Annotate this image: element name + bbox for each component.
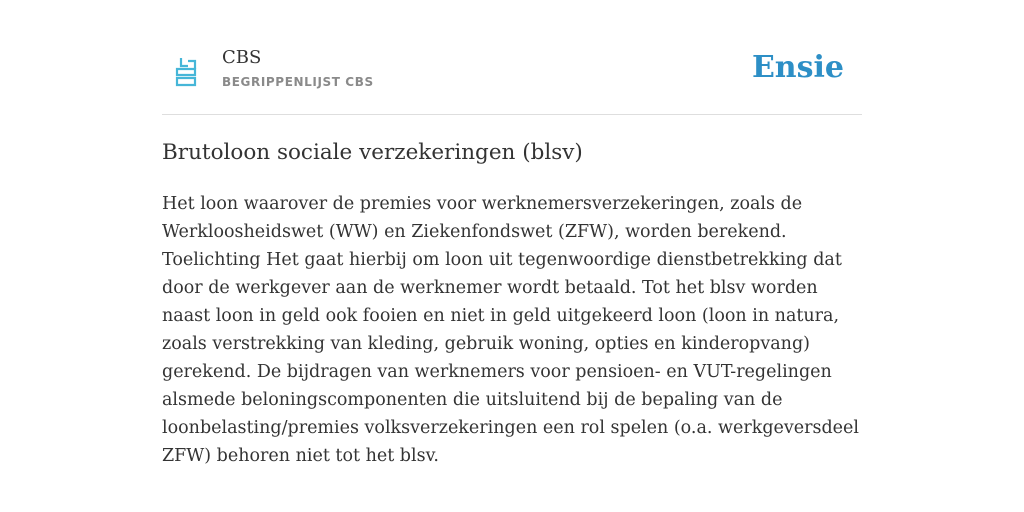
ensie-logo[interactable]: Ensie: [751, 50, 844, 85]
source-subtitle[interactable]: BEGRIPPENLIJST CBS: [222, 75, 374, 89]
source-name[interactable]: CBS: [222, 47, 262, 68]
card-header: [162, 40, 862, 115]
term-definition: Het loon waarover de premies voor werknemersverzekeringen, zoals de Werkloosheidswet (WW) en Ziekenfondswet (ZFW), worden berekend. Toelichting Het gaat hierbij om loon uit tegenwoordige dienstbetrekking dat door de werkgever aan de werknemer wordt betaald. Tot het blsv worden naast loon in geld ook fooien en niet in geld uitgekeerd loon (loon in natura, zoals verstrekking van kleding, gebruik woning, opties en kinderopvang) gerekend. De bijdragen van werknemers voor pensioen- en VUT-regelingen alsmede beloningscomponenten die uitsluitend bij de bepaling van de loonbelasting/premies volksverzekeringen een rol spelen (o.a. werkgeversdeel ZFW) behoren niet tot het blsv.: [162, 194, 859, 466]
term-title: Brutoloon sociale verzekeringen (blsv): [162, 140, 583, 165]
cbs-logo-icon: [174, 56, 198, 88]
